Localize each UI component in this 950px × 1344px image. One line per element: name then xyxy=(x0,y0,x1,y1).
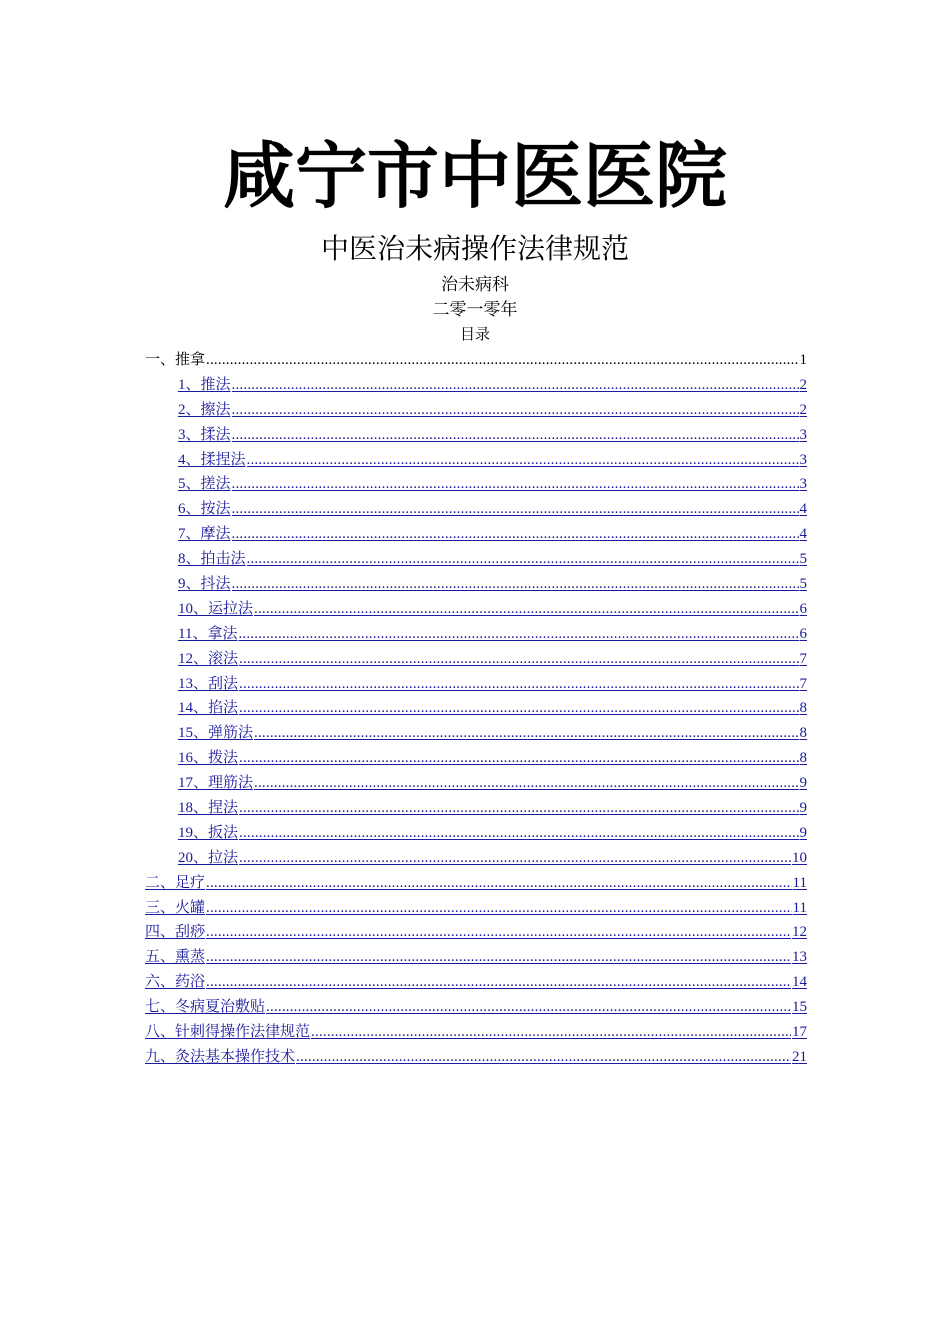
toc-entry-label: 17、理筋法 xyxy=(178,775,254,792)
toc-entry-label: 1、推法 xyxy=(178,376,231,393)
toc-entry-label: 10、运拉法 xyxy=(178,600,254,617)
toc-entry-label: 5、搓法 xyxy=(178,476,231,493)
toc-entry-label: 11、拿法 xyxy=(178,625,238,642)
toc-entry-page: 2 xyxy=(799,401,807,418)
toc-entry-page: 7 xyxy=(799,675,807,692)
toc-entry-page: 8 xyxy=(799,725,807,742)
toc-entry-label: 8、拍击法 xyxy=(178,551,246,568)
toc-dot-leader xyxy=(254,597,798,622)
toc-entry[interactable] xyxy=(145,920,807,945)
toc-entry-page: 4 xyxy=(799,526,807,543)
toc-entry-label: 15、弹筋法 xyxy=(178,725,254,742)
toc-entry[interactable] xyxy=(178,398,807,423)
toc-entry-label: 一、推拿 xyxy=(145,352,206,368)
toc-entry-label: 7、摩法 xyxy=(178,526,231,543)
table-of-contents xyxy=(145,348,807,1070)
toc-dot-leader xyxy=(232,572,799,597)
toc-entry[interactable] xyxy=(178,647,807,672)
toc-entry[interactable] xyxy=(178,522,807,547)
document-year: 二零一零年 xyxy=(432,300,518,320)
toc-entry[interactable] xyxy=(145,970,807,995)
document-title: 咸宁市中医医院 xyxy=(222,134,727,218)
toc-entry-label: 14、掐法 xyxy=(178,700,239,717)
toc-entry[interactable] xyxy=(178,597,807,622)
toc-entry-label: 四、刮痧 xyxy=(145,924,206,941)
toc-dot-leader xyxy=(232,373,799,398)
toc-entry[interactable] xyxy=(178,547,807,572)
toc-entry-page: 9 xyxy=(799,824,807,841)
toc-entry-page: 5 xyxy=(799,551,807,568)
toc-entry-page: 12 xyxy=(792,924,807,941)
toc-entry-label: 16、拨法 xyxy=(178,750,239,767)
toc-entry[interactable] xyxy=(178,373,807,398)
toc-entry-label: 9、抖法 xyxy=(178,576,231,593)
toc-entry[interactable] xyxy=(178,796,807,821)
toc-entry[interactable] xyxy=(178,696,807,721)
toc-entry-page: 8 xyxy=(799,750,807,767)
toc-entry-page: 1 xyxy=(799,352,807,368)
toc-entry-page: 11 xyxy=(792,874,807,891)
toc-entry-label: 19、扳法 xyxy=(178,824,239,841)
toc-heading: 目录 xyxy=(459,327,490,343)
toc-dot-leader xyxy=(239,821,798,846)
toc-dot-leader xyxy=(296,1045,791,1070)
toc-dot-leader xyxy=(247,448,799,473)
toc-entry-label: 五、熏蒸 xyxy=(145,949,206,966)
department-name: 治未病科 xyxy=(441,275,509,295)
toc-entry-label: 20、拉法 xyxy=(178,849,239,866)
toc-entry-page: 5 xyxy=(799,576,807,593)
toc-dot-leader xyxy=(239,746,798,771)
toc-dot-leader xyxy=(266,995,791,1020)
toc-entry-page: 13 xyxy=(792,949,807,966)
toc-entry[interactable] xyxy=(145,995,807,1020)
toc-entry[interactable] xyxy=(178,622,807,647)
toc-entry-page: 6 xyxy=(799,600,807,617)
toc-entry-label: 4、揉捏法 xyxy=(178,451,246,468)
toc-entry[interactable] xyxy=(178,846,807,871)
toc-entry-label: 七、冬病夏治敷贴 xyxy=(145,999,266,1016)
toc-entry-page: 3 xyxy=(799,451,807,468)
toc-dot-leader xyxy=(232,423,799,448)
toc-entry[interactable] xyxy=(145,1020,807,1045)
toc-entry-label: 二、足疗 xyxy=(145,874,206,891)
toc-entry[interactable] xyxy=(145,896,807,921)
toc-dot-leader xyxy=(254,721,798,746)
toc-dot-leader xyxy=(206,970,791,995)
toc-dot-leader xyxy=(206,920,791,945)
toc-entry-page: 9 xyxy=(799,775,807,792)
toc-dot-leader xyxy=(232,398,799,423)
toc-entry[interactable] xyxy=(178,771,807,796)
toc-entry-page: 8 xyxy=(799,700,807,717)
toc-entry-label: 3、揉法 xyxy=(178,426,231,443)
toc-dot-leader xyxy=(232,472,799,497)
toc-dot-leader xyxy=(206,896,792,921)
toc-entry[interactable] xyxy=(178,672,807,697)
toc-entry-page: 3 xyxy=(799,426,807,443)
toc-dot-leader xyxy=(206,945,791,970)
toc-entry-page: 15 xyxy=(792,999,807,1016)
toc-dot-leader xyxy=(239,672,798,697)
toc-dot-leader xyxy=(254,771,798,796)
toc-dot-leader xyxy=(247,547,799,572)
toc-entry-page: 2 xyxy=(799,376,807,393)
toc-entry[interactable] xyxy=(145,945,807,970)
toc-dot-leader xyxy=(311,1020,791,1045)
toc-dot-leader xyxy=(239,796,798,821)
toc-entry[interactable] xyxy=(178,721,807,746)
toc-entry-page: 21 xyxy=(792,1048,807,1065)
toc-dot-leader xyxy=(238,622,798,647)
toc-entry-label: 八、针刺得操作法律规范 xyxy=(145,1024,311,1041)
toc-entry[interactable] xyxy=(178,746,807,771)
toc-entry[interactable] xyxy=(178,572,807,597)
toc-entry xyxy=(145,348,807,373)
toc-entry-label: 12、滚法 xyxy=(178,650,239,667)
toc-entry[interactable] xyxy=(178,821,807,846)
toc-entry[interactable] xyxy=(178,497,807,522)
toc-dot-leader xyxy=(232,497,799,522)
toc-entry-page: 17 xyxy=(792,1024,807,1041)
toc-dot-leader xyxy=(206,871,792,896)
toc-entry[interactable] xyxy=(145,1045,807,1070)
toc-entry-page: 6 xyxy=(799,625,807,642)
toc-dot-leader xyxy=(239,846,791,871)
toc-entry-page: 7 xyxy=(799,650,807,667)
toc-entry-page: 14 xyxy=(792,974,807,991)
toc-entry-page: 10 xyxy=(792,849,807,866)
toc-entry[interactable] xyxy=(145,871,807,896)
toc-entry-label: 18、捏法 xyxy=(178,800,239,817)
toc-entry[interactable] xyxy=(178,472,807,497)
toc-dot-leader xyxy=(239,696,798,721)
toc-entry[interactable] xyxy=(178,448,807,473)
toc-dot-leader xyxy=(239,647,798,672)
toc-entry-label: 九、灸法基本操作技术 xyxy=(145,1048,296,1065)
toc-entry-page: 11 xyxy=(792,899,807,916)
document-subtitle: 中医治未病操作法律规范 xyxy=(320,232,629,265)
toc-entry-page: 9 xyxy=(799,800,807,817)
toc-entry-label: 六、药浴 xyxy=(145,974,206,991)
toc-entry-label: 2、擦法 xyxy=(178,401,231,418)
toc-entry-label: 三、火罐 xyxy=(145,899,206,916)
toc-dot-leader xyxy=(206,348,798,373)
toc-entry-label: 13、刮法 xyxy=(178,675,239,692)
toc-entry[interactable] xyxy=(178,423,807,448)
toc-dot-leader xyxy=(232,522,799,547)
toc-entry-page: 3 xyxy=(799,476,807,493)
toc-entry-page: 4 xyxy=(799,501,807,518)
toc-entry-label: 6、按法 xyxy=(178,501,231,518)
